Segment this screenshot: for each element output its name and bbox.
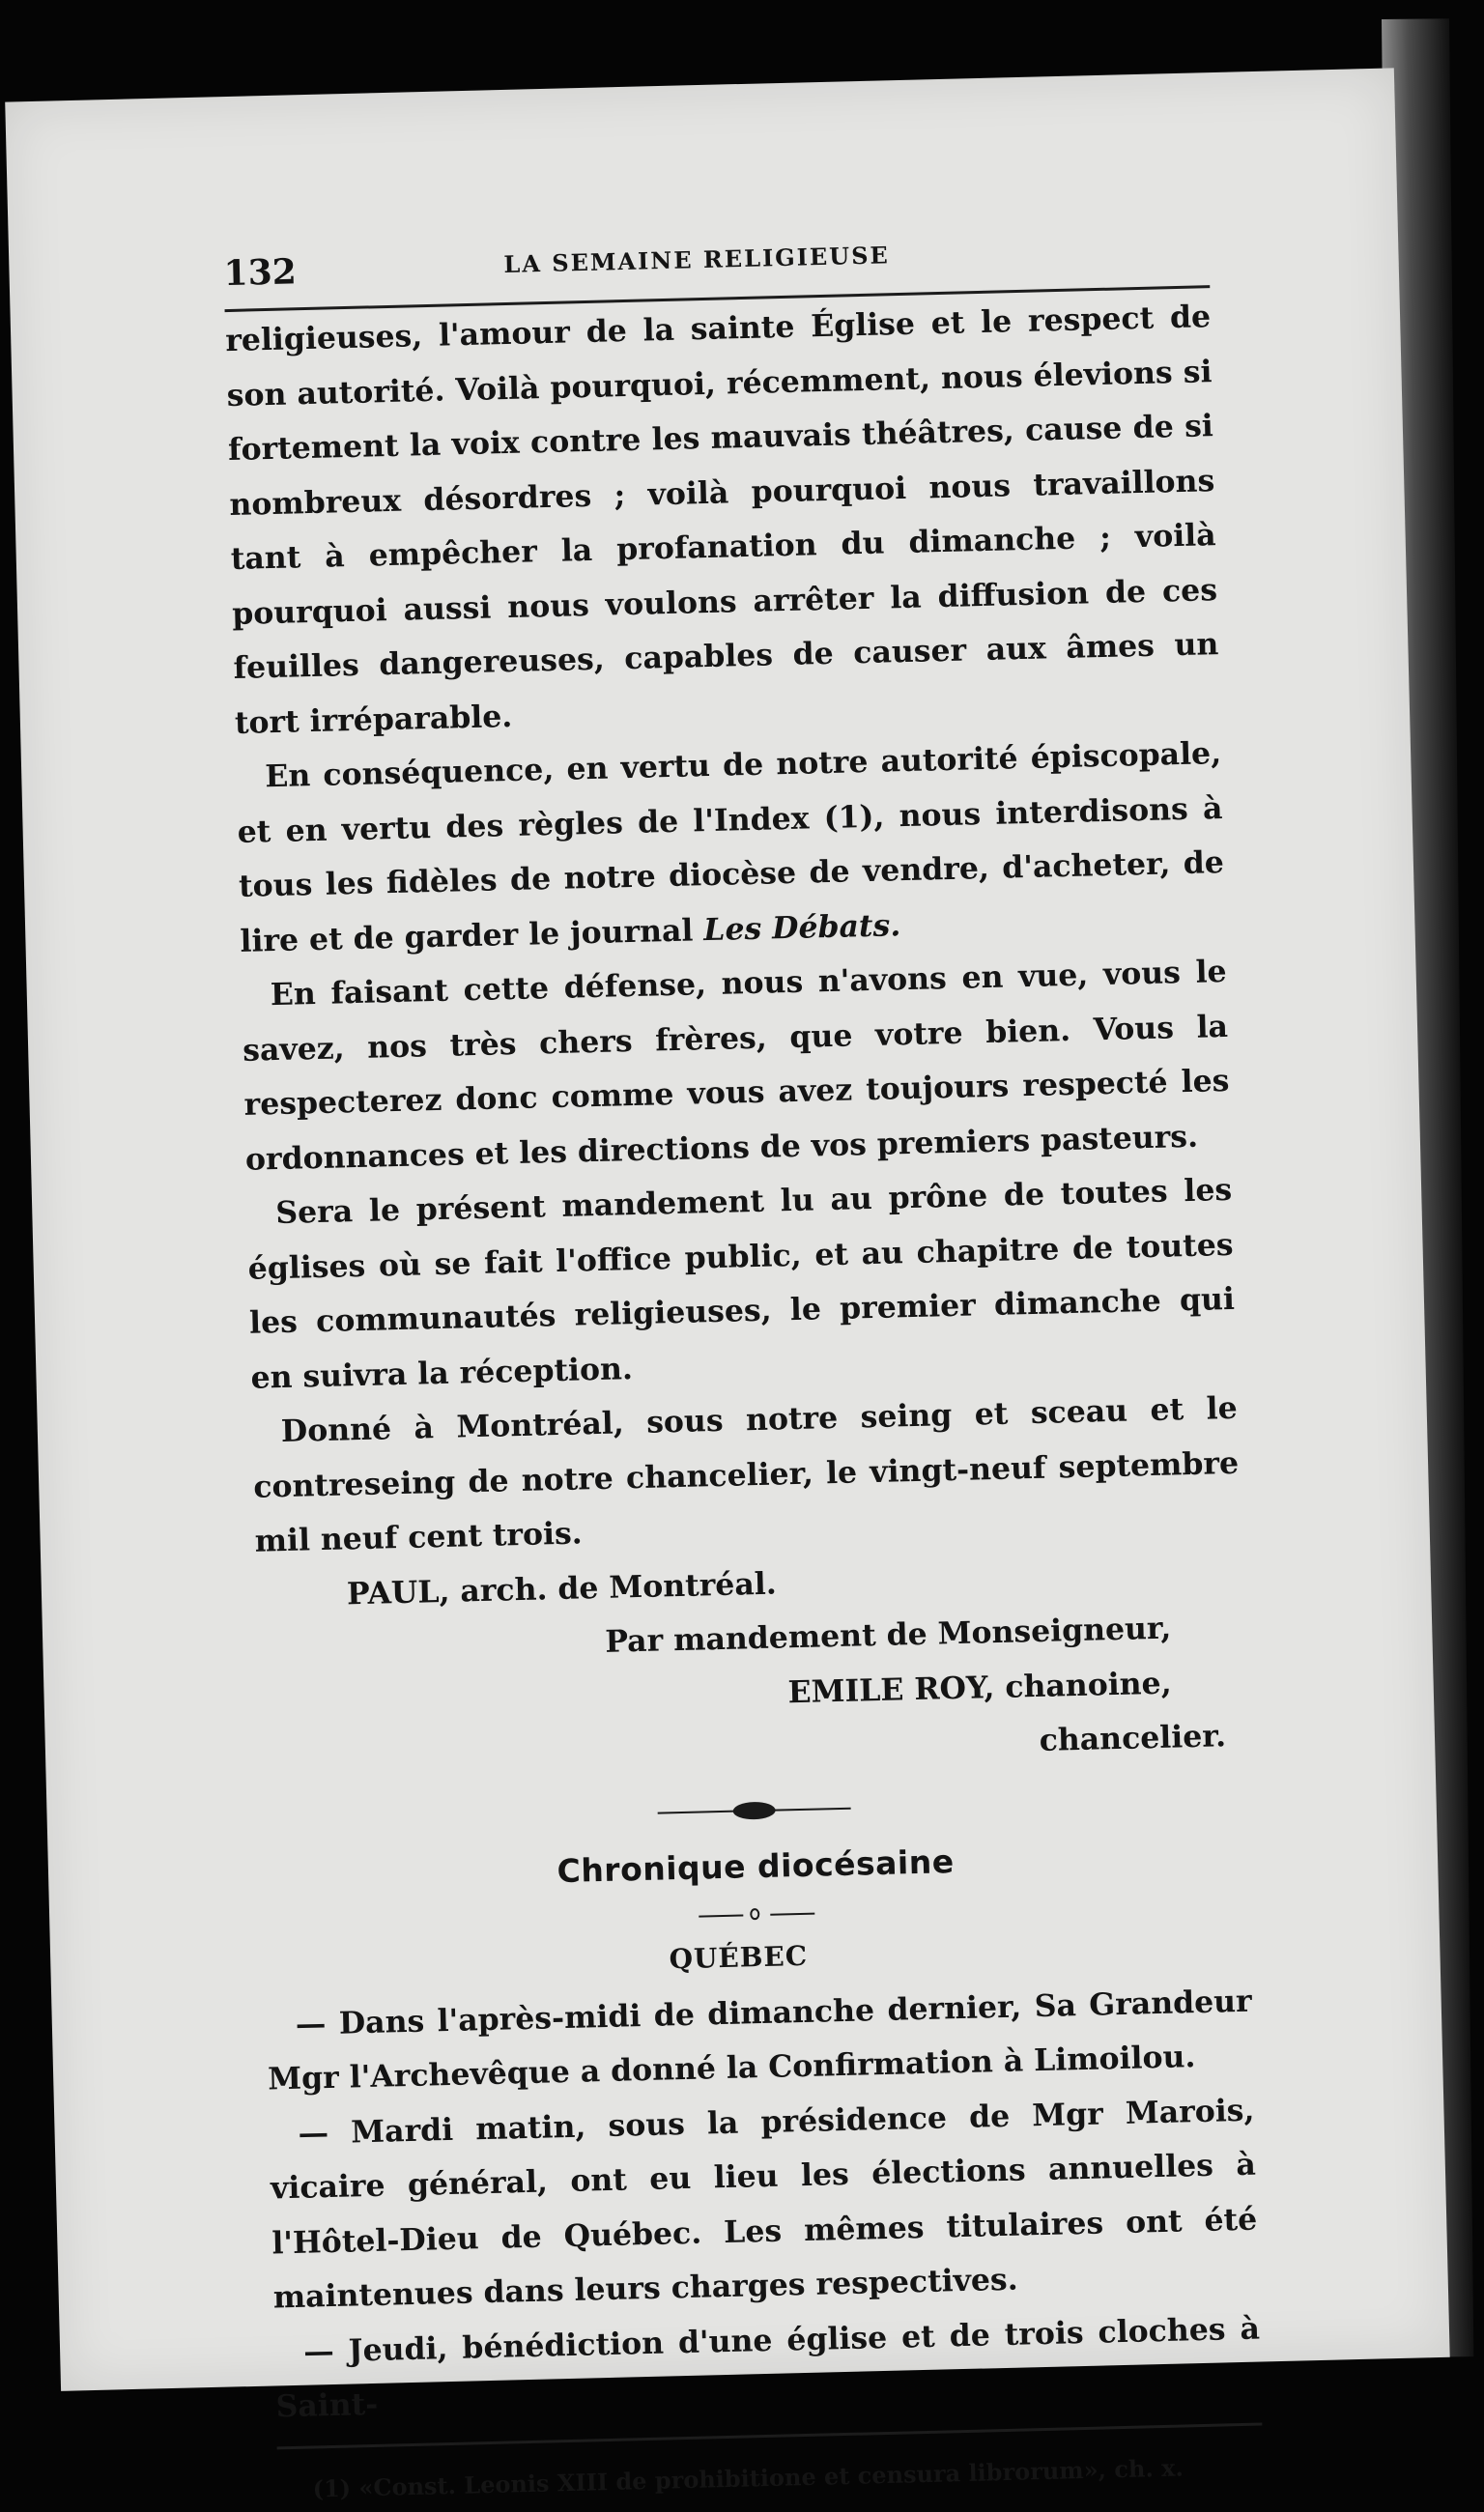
subsection-title: QUÉBEC <box>669 1939 809 1975</box>
paragraph-2 <box>236 727 1226 969</box>
mandement-text <box>225 290 1241 1569</box>
ornament-line-left <box>658 1810 735 1813</box>
paragraph-4: Sera le présent mandement lu au prône de toutes les églises où se fait l'office public, et au chapitre de toutes les communautés religieuses, le premier dimanche qui en suivra la réception. <box>247 1171 1236 1396</box>
journal-title: Les Débats. <box>702 906 901 948</box>
book-page <box>5 68 1449 2503</box>
signature-block <box>255 1545 1245 1787</box>
signature-archbishop: PAUL, arch. de Montréal. <box>346 1565 778 1612</box>
divider-line-right <box>770 1912 814 1915</box>
paragraph-5: Donné à Montréal, sous notre seing et sceau et le contreseing de notre chancelier, le vingt-neuf septembre mil neuf cent trois. <box>252 1389 1240 1559</box>
divider-line-left <box>699 1914 743 1917</box>
paragraph-2-text: En conséquence, en vertu de notre autorité épiscopale, et en vertu des règles de l'Index (1), nous interdisons à tous les fidèles de notre diocèse de vendre, d'acheter, de lire et de garder le journal <box>237 735 1225 959</box>
paragraph-1: religieuses, l'amour de la sainte Église et le respect de son autorité. Voilà pourquoi, récemment, nous élevions si fortement la voix contre les mauvais théâtres, cause de si nombreux désordres ; voilà pourquoi nous travaillons tant à empêcher la profanation du dimanche ; voilà pourquoi aussi nous voulons arrêter la diffusion de ces feuilles dangereuses, capables de causer aux âmes un tort irréparable. <box>224 299 1219 741</box>
page-content <box>223 217 1264 2507</box>
chronique-item-1: — Dans l'après-midi de dimanche dernier, Sa Grandeur Mgr l'Archevêque a donné la Confirmation à Limoilou. <box>267 1983 1253 2098</box>
divider-circle <box>750 1908 759 1920</box>
section-ornament <box>657 1798 850 1822</box>
ornament-line-right <box>774 1807 851 1811</box>
signature-chanoine: EMILE ROY, chanoine, <box>787 1665 1172 1710</box>
section-title: Chronique diocésaine <box>556 1841 956 1890</box>
running-title: LA SEMAINE RELIGIEUSE <box>503 241 891 278</box>
signature-chancelier: chancelier. <box>1039 1718 1227 1758</box>
page-number: 132 <box>223 251 298 295</box>
chronique-item-3: — Jeudi, bénédiction d'une église et de trois cloches à Saint- <box>275 2310 1261 2425</box>
paragraph-3: En faisant cette défense, nous n'avons en vue, vous le savez, nos très chers frères, que votre bien. Vous la respecterez donc comme vous avez toujours respecté les ordonnances et les directions de vos premiers pasteurs. <box>242 953 1230 1178</box>
small-divider <box>699 1903 814 1926</box>
footnote: (1) «Const. Leonis XIII de prohibitione et censura librorum», ch. x. <box>312 2453 1184 2503</box>
chronique-item-2: — Mardi matin, sous la présidence de Mgr Marois, vicaire général, ont eu lieu les élections annuelles à l'Hôtel-Dieu de Québec. Les mêmes titulaires ont été maintenues dans leurs charges respectives. <box>270 2092 1258 2316</box>
signature-par-mandement: Par mandement de Monseigneur, <box>604 1610 1172 1660</box>
ornament-center <box>732 1801 775 1819</box>
chronique-text <box>266 1974 1262 2435</box>
